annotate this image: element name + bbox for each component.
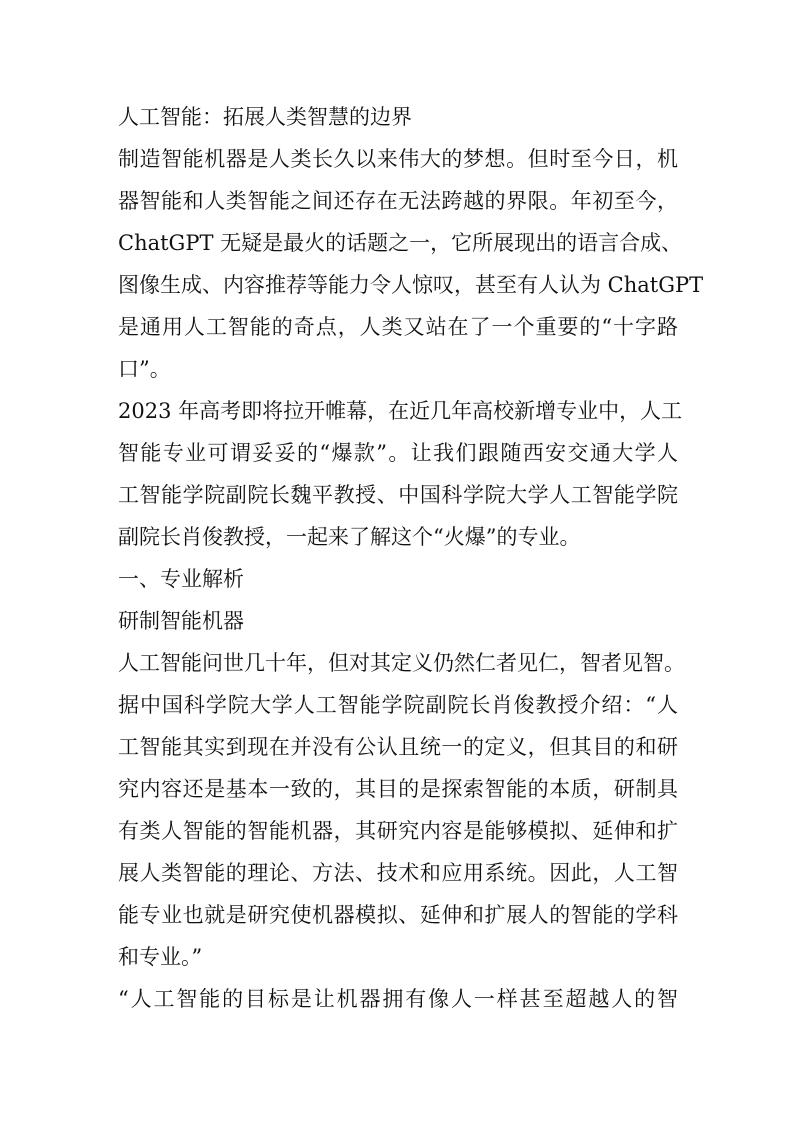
text-line: 一、专业解析	[118, 567, 244, 591]
paragraph	[118, 390, 683, 558]
text-line: 研制智能机器	[118, 609, 244, 633]
paragraph	[118, 978, 678, 1020]
text-line: 2023 年高考即将拉开帷幕，在近几年高校新增专业中，人工	[118, 399, 683, 423]
document-title: 人工智能：拓展人类智慧的边界	[118, 105, 412, 129]
text-line: 图像生成、内容推荐等能力令人惊叹，甚至有人认为 ChatGPT	[118, 273, 704, 297]
document-body	[118, 138, 704, 1020]
paragraph	[118, 600, 678, 642]
text-line: 工智能其实到现在并没有公认且统一的定义，但其目的和研	[118, 735, 678, 759]
text-line: 人工智能问世几十年，但对其定义仍然仁者见仁，智者见智。	[118, 651, 685, 675]
text-line: 器智能和人类智能之间还存在无法跨越的界限。年初至今，	[118, 189, 678, 213]
text-line: 有类人智能的智能机器，其研究内容是能够模拟、延伸和扩	[118, 819, 678, 843]
text-line: 和专业。”	[118, 945, 203, 969]
paragraph	[118, 642, 685, 978]
paragraph	[118, 138, 704, 390]
text-line: ChatGPT 无疑是最火的话题之一，它所展现出的语言合成、	[118, 231, 683, 255]
text-line: 制造智能机器是人类长久以来伟大的梦想。但时至今日，机	[118, 147, 678, 171]
text-line: 究内容还是基本一致的，其目的是探索智能的本质，研制具	[118, 777, 678, 801]
text-line: 口”。	[118, 357, 171, 381]
text-line: 是通用人工智能的奇点，人类又站在了一个重要的“十字路	[118, 315, 678, 339]
document-page	[118, 96, 704, 1020]
text-line: 展人类智能的理论、方法、技术和应用系统。因此，人工智	[118, 861, 678, 885]
text-line: 智能专业可谓妥妥的“爆款”。让我们跟随西安交通大学人	[118, 441, 678, 465]
text-line: 能专业也就是研究使机器模拟、延伸和扩展人的智能的学科	[118, 903, 678, 927]
text-line: 副院长肖俊教授，一起来了解这个“火爆”的专业。	[118, 525, 581, 549]
text-line: “人工智能的目标是让机器拥有像人一样甚至超越人的智	[118, 987, 678, 1011]
paragraph	[118, 558, 678, 600]
text-line: 工智能学院副院长魏平教授、中国科学院大学人工智能学院	[118, 483, 678, 507]
text-line: 据中国科学院大学人工智能学院副院长肖俊教授介绍：“人	[118, 693, 678, 717]
